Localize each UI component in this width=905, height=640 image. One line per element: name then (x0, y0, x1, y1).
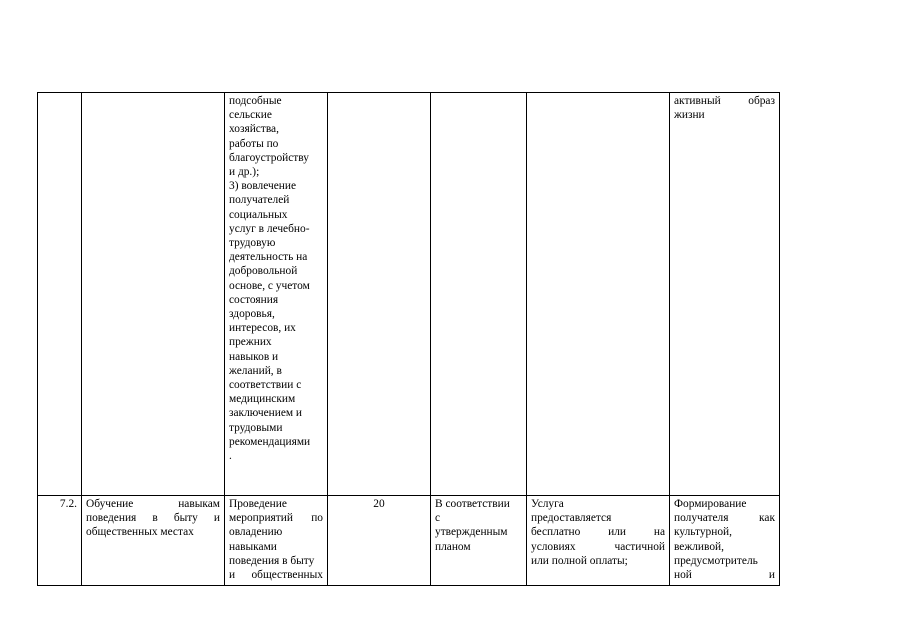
cell-service-name (82, 496, 225, 586)
activities-line: интересов, их (229, 322, 296, 335)
cell-activities (225, 496, 328, 586)
activities-line: хозяйства, (229, 123, 279, 136)
result-line: Формирование (674, 498, 747, 510)
activities-line: сельские (229, 109, 272, 122)
name-line: поведения в быту и (86, 512, 220, 525)
cell-result (670, 93, 780, 496)
cell-term (431, 93, 527, 496)
activities-line: рекомендациями (229, 435, 311, 448)
table-row (38, 93, 780, 496)
activities-line: услуг в лечебно- (229, 222, 310, 235)
activities-line: добровольной (229, 265, 298, 278)
name-line: Обучение навыкам (86, 498, 220, 510)
term-line: планом (435, 540, 471, 553)
activities-line: навыков и (229, 350, 279, 363)
name-line: общественных местах (86, 526, 194, 539)
conditions-line: бесплатно или на (531, 526, 665, 539)
cell-conditions (527, 93, 670, 496)
activities-line: благоустройству (229, 151, 309, 164)
activities-line: получателей (229, 194, 290, 207)
cell-number (38, 93, 82, 496)
result-line: ной и (674, 569, 775, 582)
conditions-line: предоставляется (531, 512, 612, 525)
conditions-line: или полной оплаты; (531, 554, 628, 567)
conditions-line: Услуга (531, 498, 564, 510)
result-line: получателя как (674, 512, 775, 525)
cell-result (670, 496, 780, 586)
row-number: 7.2. (59, 498, 77, 510)
activities-line: 3) вовлечение (229, 180, 297, 193)
cell-term (431, 496, 527, 586)
cell-service-name (82, 93, 225, 496)
activities-line: Проведение (229, 498, 287, 510)
activities-text (229, 94, 323, 463)
activities-line: подсобные (229, 95, 282, 107)
services-table (37, 92, 780, 586)
activities-line: заключением и (229, 407, 303, 420)
activities-line: и др.); (229, 166, 260, 179)
result-line: активный образ (674, 95, 775, 107)
activities-line: прежних (229, 336, 272, 349)
activities-line: овладению (229, 526, 283, 539)
activities-line: поведения в быту (229, 554, 315, 567)
activities-line: . (229, 450, 232, 463)
result-line: вежливой, (674, 540, 724, 553)
activities-line: желаний, в (229, 364, 282, 377)
activities-line: трудовыми (229, 421, 283, 434)
activities-line: основе, с учетом (229, 279, 310, 292)
result-line: жизни (674, 109, 705, 122)
conditions-line: условиях частичной (531, 540, 665, 553)
result-line: предусмотритель (674, 554, 758, 567)
activities-line: состояния (229, 293, 279, 306)
cell-volume (328, 496, 431, 586)
activities-line: социальных (229, 208, 288, 221)
activities-line: трудовую (229, 237, 276, 250)
activities-line: мероприятий по (229, 512, 323, 525)
activities-line: работы по (229, 137, 279, 150)
activities-line: соответствии с (229, 379, 302, 392)
cell-activities (225, 93, 328, 496)
term-line: с (435, 512, 441, 525)
activities-line: навыками (229, 540, 277, 553)
term-line: В соответствии (435, 498, 510, 510)
volume-value: 20 (373, 498, 385, 510)
cell-volume (328, 93, 431, 496)
cell-number (38, 496, 82, 586)
activities-line: медицинским (229, 393, 296, 406)
result-line: культурной, (674, 526, 732, 539)
activities-line: деятельность на (229, 251, 308, 264)
activities-line: и общественных (229, 569, 323, 582)
table-row (38, 496, 780, 586)
cell-conditions (527, 496, 670, 586)
activities-line: здоровья, (229, 308, 275, 321)
term-line: утвержденным (435, 526, 508, 539)
